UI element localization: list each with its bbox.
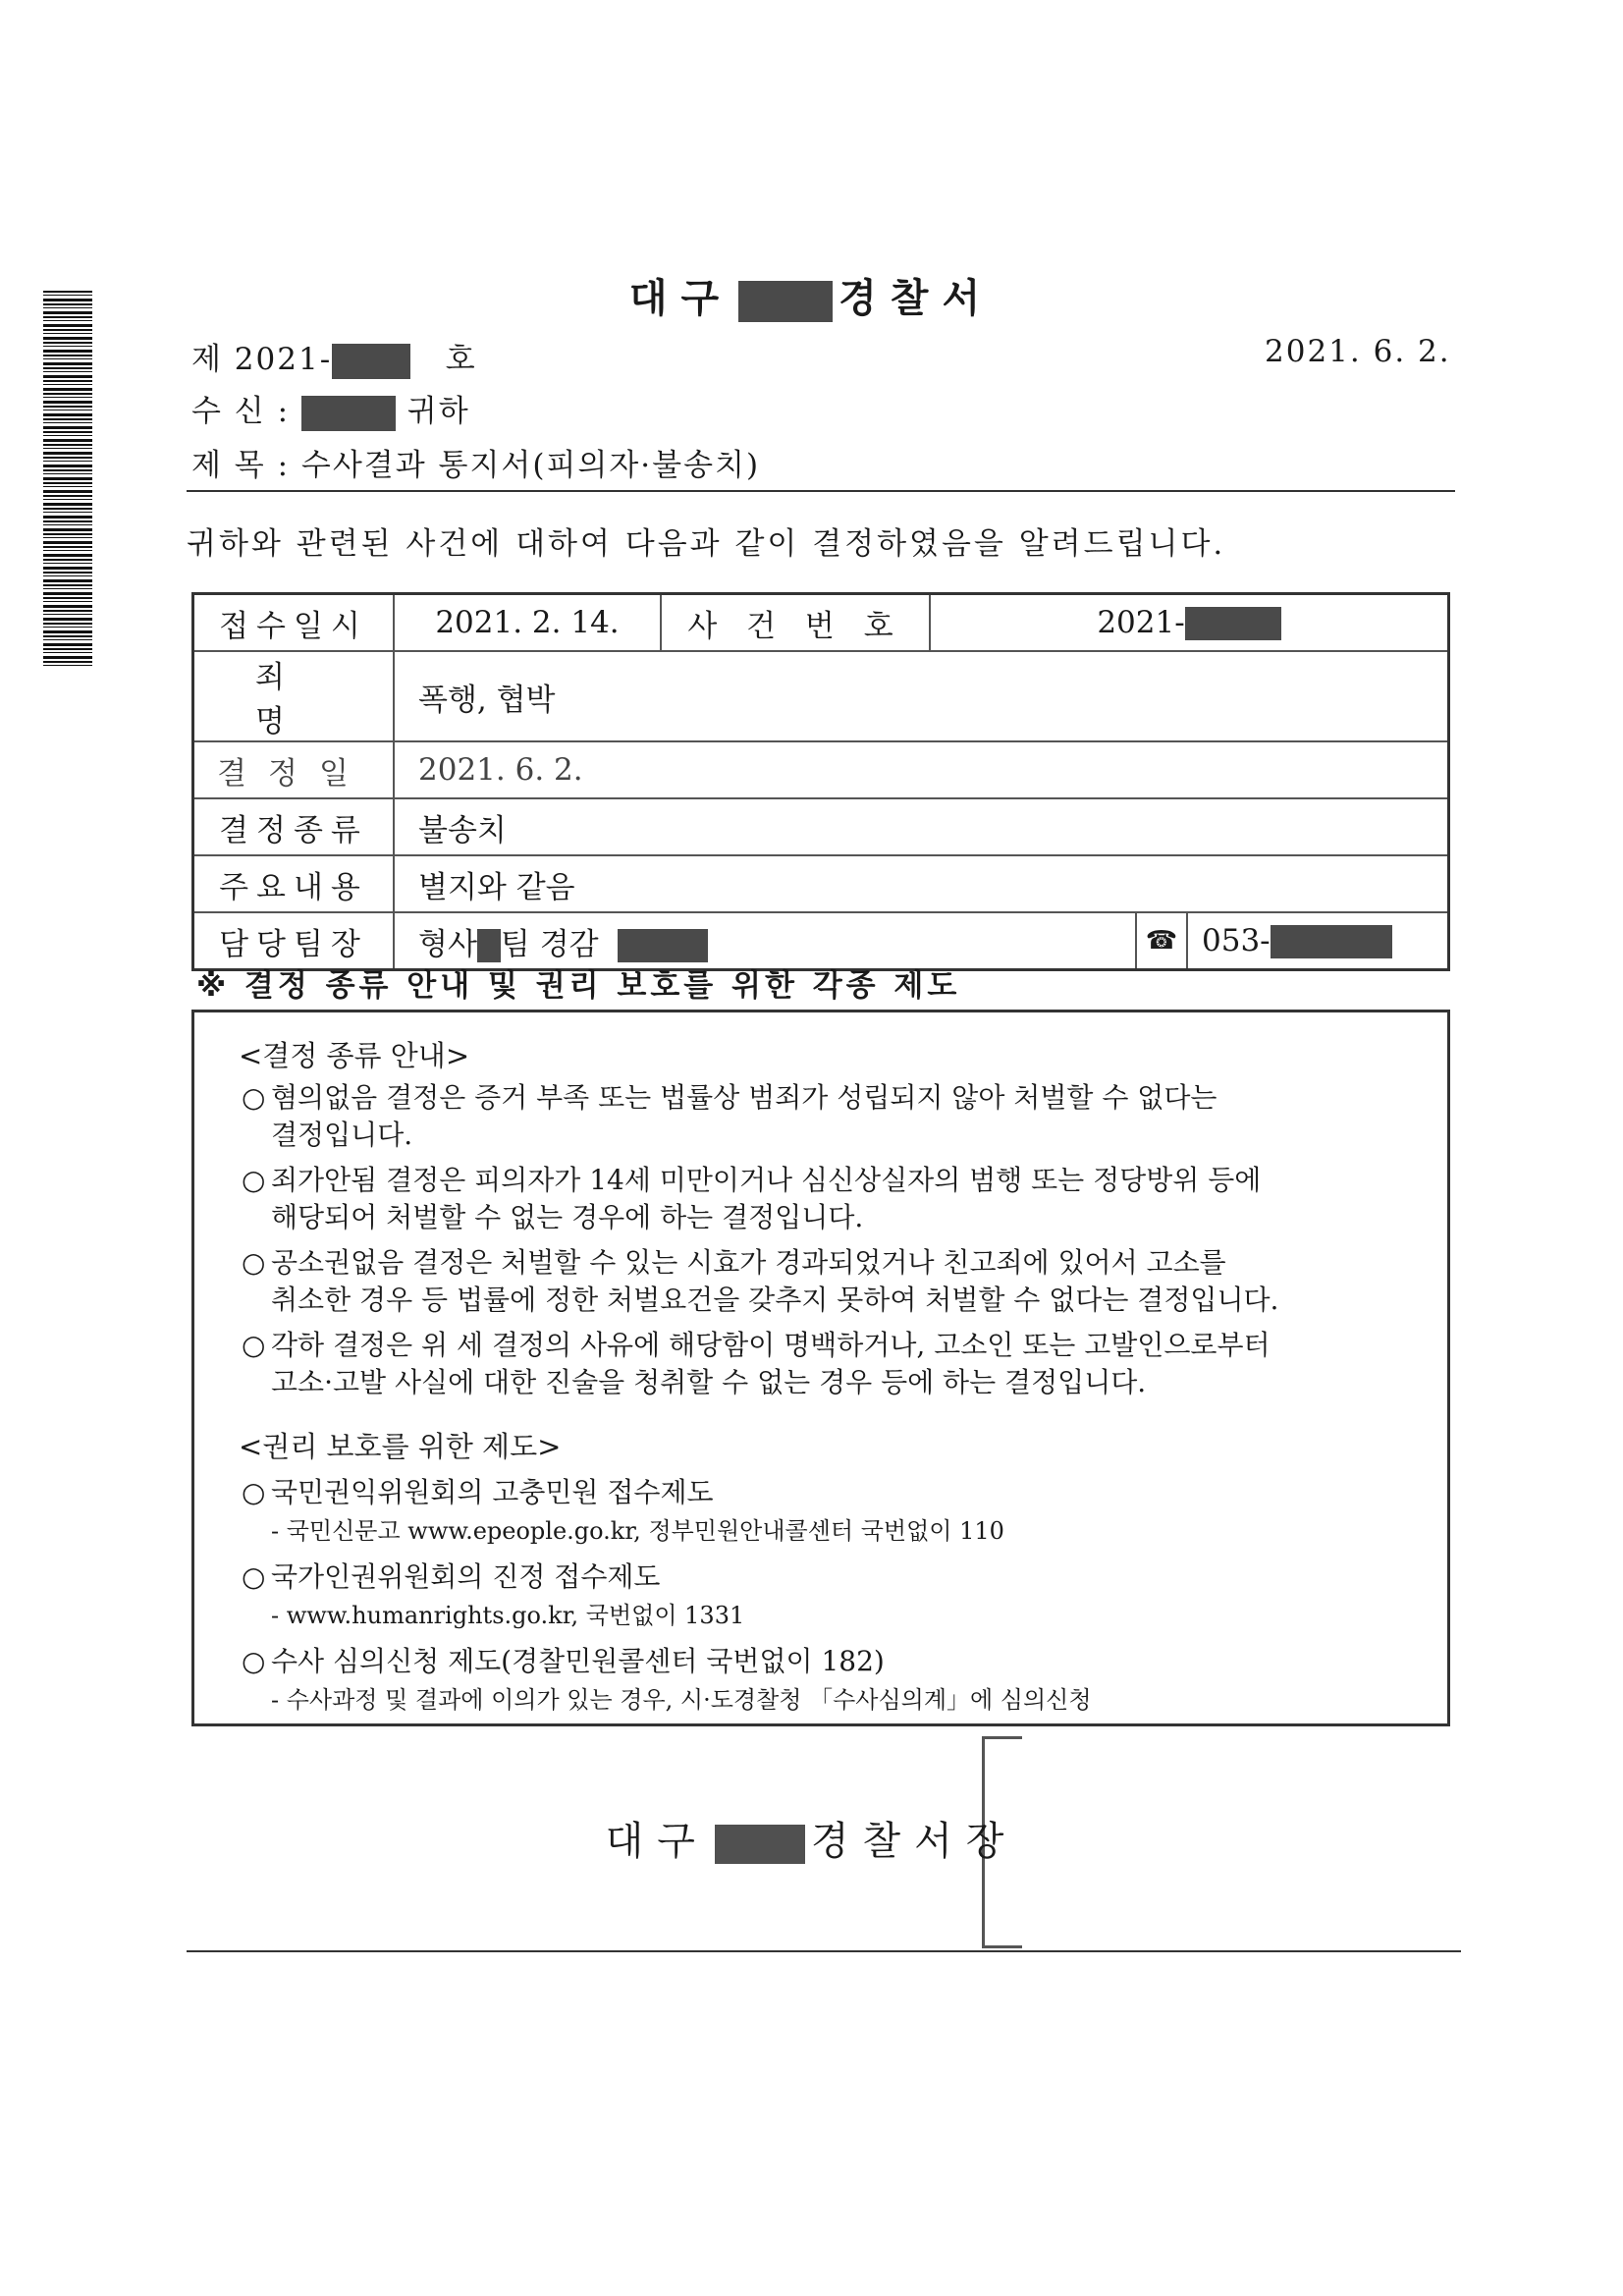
list-item — [242, 1327, 1415, 1401]
bullet: ○ — [242, 1164, 266, 1196]
bullet: ○ — [242, 1081, 266, 1114]
bullet: ○ — [242, 1560, 266, 1593]
document-number — [191, 334, 477, 379]
crime-label: 죄 명 — [193, 651, 395, 741]
guide-box — [191, 1010, 1450, 1726]
title-left: 대구 — [628, 275, 733, 321]
list-item — [242, 1558, 1415, 1596]
guide-item-line: 혐의없음 결정은 증거 부족 또는 법률상 범죄가 성립되지 않아 처벌할 수 없다는 — [271, 1081, 1217, 1114]
guide-item-line: 공소권없음 결정은 처벌할 수 있는 시효가 경과되었거나 친고죄에 있어서 고소를 — [271, 1246, 1226, 1279]
redaction-block — [301, 396, 396, 431]
redaction-block — [618, 929, 708, 962]
closing-left: 대구 — [605, 1819, 709, 1864]
barcode — [43, 291, 92, 669]
recipient-suffix: 귀하 — [406, 394, 470, 429]
list-item — [242, 1244, 1415, 1319]
rights-heading: <권리 보호를 위한 제도> — [239, 1430, 562, 1463]
rights-item-detail: - 수사과정 및 결과에 이의가 있는 경우, 시·도경찰청 「수사심의계」에 심의신청 — [271, 1686, 1092, 1714]
guide-item-line: 각하 결정은 위 세 결정의 사유에 해당함이 명백하거나, 고소인 또는 고발인으로부터 — [271, 1329, 1271, 1361]
bullet: ○ — [242, 1476, 266, 1508]
case-number-label: 사 건 번 호 — [661, 594, 930, 652]
table-row — [193, 798, 1449, 855]
divider — [187, 490, 1455, 492]
content-value: 별지와 같음 — [394, 855, 1449, 912]
table-row — [193, 651, 1449, 741]
guide-heading: <결정 종류 안내> — [239, 1039, 470, 1072]
title-right: 경찰서 — [839, 275, 995, 321]
redaction-block — [1185, 607, 1281, 640]
guide-item-line: 죄가안됨 결정은 피의자가 14세 미만이거나 심신상실자의 범행 또는 정당방위 등에 — [271, 1164, 1262, 1196]
bullet: ○ — [242, 1246, 266, 1279]
received-value: 2021. 2. 14. — [394, 594, 661, 652]
bullet: ○ — [242, 1329, 266, 1361]
list-item — [242, 1474, 1415, 1511]
redaction-block — [332, 344, 410, 379]
recipient-label: 수 신 : — [191, 394, 291, 429]
phone-prefix: 053- — [1202, 922, 1271, 958]
document-date: 2021. 6. 2. — [1265, 334, 1451, 369]
officer-rank: 팀 경감 — [500, 926, 599, 962]
decision-date-label: 결정일 — [193, 741, 395, 798]
decision-type-value: 불송치 — [394, 798, 1449, 855]
list-item — [242, 1162, 1415, 1236]
case-number-prefix: 2021- — [1097, 604, 1185, 640]
officer-value — [395, 919, 1135, 963]
list-item — [242, 1643, 1415, 1680]
decision-type-label: 결정종류 — [193, 798, 395, 855]
rights-item-detail: - www.humanrights.go.kr, 국번없이 1331 — [271, 1602, 745, 1629]
redaction-block — [715, 1825, 805, 1864]
guide-item-line: 취소한 경우 등 법률에 정한 처벌요건을 갖추지 못하여 처벌할 수 없다는 결정입니다. — [271, 1284, 1279, 1316]
case-info-table — [191, 592, 1450, 971]
table-row — [193, 741, 1449, 798]
rights-item-title: 국민권익위원회의 고충민원 접수제도 — [271, 1476, 714, 1508]
phone-value — [1188, 923, 1447, 959]
guide-item-line: 해당되어 처벌할 수 없는 경우에 하는 결정입니다. — [271, 1201, 864, 1233]
rights-item-title: 국가인권위원회의 진정 접수제도 — [271, 1560, 661, 1593]
table-row — [193, 594, 1449, 652]
subject-line: 제 목 : 수사결과 통지서(피의자·불송치) — [191, 448, 761, 483]
rights-item-detail: - 국민신문고 www.epeople.go.kr, 정부민원안내콜센터 국번없이 110 — [271, 1517, 1004, 1545]
guide-item-line: 결정입니다. — [271, 1119, 413, 1151]
bullet: ○ — [242, 1645, 266, 1677]
intro-text: 귀하와 관련된 사건에 대하여 다음과 같이 결정하였음을 알려드립니다. — [187, 526, 1226, 562]
closing-right: 경찰서장 — [810, 1819, 1018, 1864]
recipient-line — [191, 386, 470, 431]
rights-item-title: 수사 심의신청 제도(경찰민원콜센터 국번없이 182) — [271, 1645, 885, 1677]
content-label: 주요내용 — [193, 855, 395, 912]
list-item — [242, 1079, 1415, 1154]
doc-number-prefix: 제 2021- — [191, 342, 333, 377]
doc-number-suffix: 호 — [445, 342, 477, 377]
received-label: 접수일시 — [193, 594, 395, 652]
divider — [187, 1950, 1461, 1952]
crime-value: 폭행, 협박 — [394, 651, 1449, 741]
phone-icon: ☎ — [1135, 913, 1188, 968]
redaction-block — [738, 281, 833, 322]
officer-dept: 형사 — [418, 926, 477, 962]
section-title: ※ 결정 종류 안내 및 권리 보호를 위한 각종 제도 — [196, 968, 961, 1004]
document-title — [0, 267, 1623, 323]
officer-label: 담당팀장 — [193, 912, 395, 970]
redaction-block — [1271, 925, 1392, 958]
table-row — [193, 855, 1449, 912]
guide-item-line: 고소·고발 사실에 대한 진술을 청취할 수 없는 경우 등에 하는 결정입니다. — [271, 1366, 1147, 1398]
closing-signature — [0, 1810, 1623, 1866]
case-number-value — [930, 594, 1449, 652]
redaction-block — [477, 929, 501, 962]
decision-date-value: 2021. 6. 2. — [394, 741, 1449, 798]
